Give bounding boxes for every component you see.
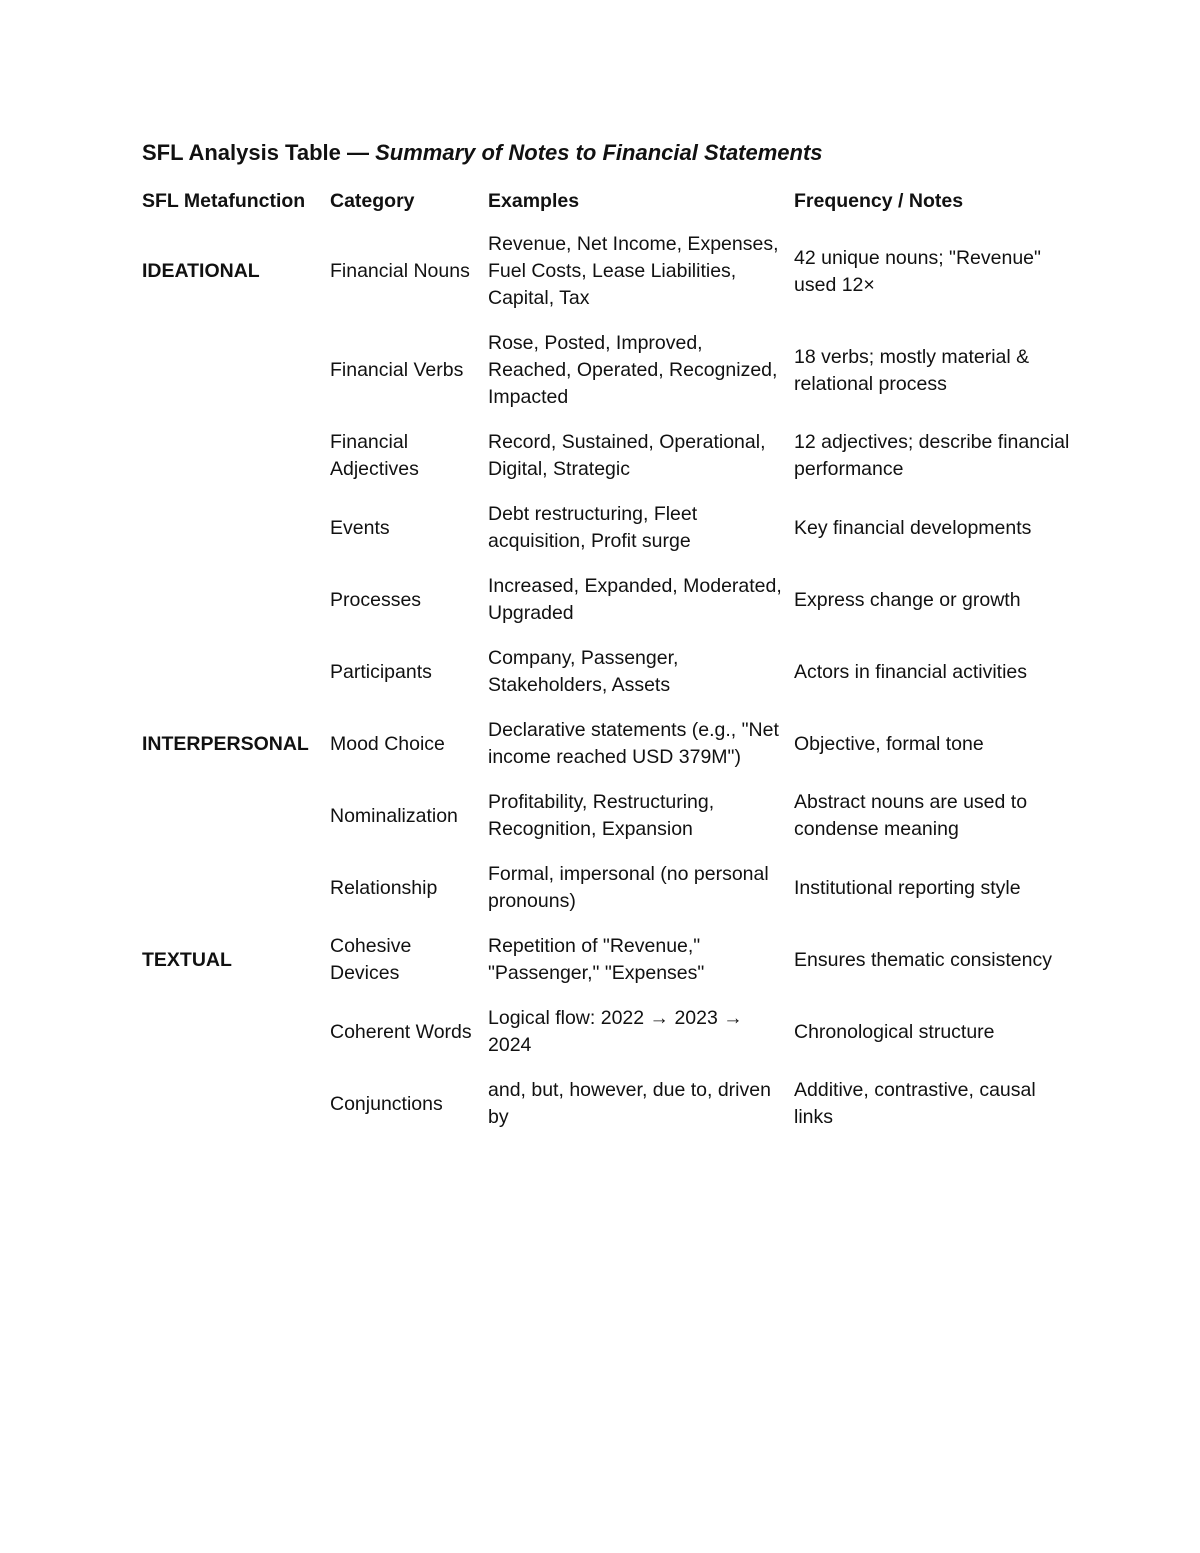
category-cell: Cohesive Devices: [330, 935, 412, 984]
metafunction-cell: [140, 573, 328, 645]
category-cell: Mood Choice: [330, 732, 445, 755]
notes-cell: 12 adjectives; describe financial performance: [794, 431, 1070, 480]
notes-cell: Ensures thematic consistency: [794, 948, 1052, 971]
metafunction-cell: [140, 1005, 328, 1077]
notes-cell: Chronological structure: [794, 1020, 995, 1043]
title-prefix: SFL Analysis Table —: [142, 140, 376, 165]
notes-cell: Abstract nouns are used to condense meaning: [794, 791, 1028, 840]
notes-cell: Institutional reporting style: [794, 876, 1021, 899]
table-row: [140, 1077, 1082, 1149]
table-row: [140, 573, 1082, 645]
metafunction-cell: [140, 861, 328, 933]
table-row: [140, 933, 1082, 1005]
title-subtitle: Summary of Notes to Financial Statements: [375, 140, 823, 165]
table-row: [140, 231, 1082, 330]
examples-cell: Formal, impersonal (no personal pronouns): [488, 863, 769, 912]
header-examples: Examples: [488, 190, 580, 212]
category-cell: Participants: [330, 660, 432, 683]
metafunction-cell: INTERPERSONAL: [142, 732, 309, 755]
table-row: [140, 1005, 1082, 1077]
examples-cell: Repetition of "Revenue," "Passenger," "Expenses": [488, 935, 705, 984]
header-notes: Frequency / Notes: [794, 190, 964, 212]
examples-cell: and, but, however, due to, driven by: [488, 1079, 771, 1128]
notes-cell: Objective, formal tone: [794, 732, 984, 755]
category-cell: Coherent Words: [330, 1020, 472, 1043]
header-category: Category: [330, 190, 415, 212]
header-metafunction: SFL Metafunction: [142, 190, 306, 212]
notes-cell: 42 unique nouns; "Revenue" used 12×: [794, 246, 1041, 296]
examples-cell: Logical flow: 2022 → 2023 → 2024: [488, 1007, 743, 1056]
table-row: [140, 645, 1082, 717]
examples-cell: Declarative statements (e.g., "Net income reached USD 379M"): [488, 719, 779, 768]
examples-cell: Record, Sustained, Operational, Digital, Strategic: [488, 431, 766, 480]
table-header-row: [140, 186, 1082, 231]
table-row: [140, 330, 1082, 429]
table-row: [140, 429, 1082, 501]
category-cell: Financial Nouns: [330, 260, 470, 282]
metafunction-cell: [140, 429, 328, 501]
metafunction-cell: [140, 330, 328, 429]
notes-cell: 18 verbs; mostly material & relational process: [794, 345, 1030, 395]
sfl-analysis-table: [140, 186, 1082, 1149]
category-cell: Relationship: [330, 876, 438, 899]
table-row: [140, 717, 1082, 789]
category-cell: Conjunctions: [330, 1092, 443, 1115]
page-title: [142, 140, 823, 166]
metafunction-cell: TEXTUAL: [142, 948, 232, 971]
metafunction-cell: IDEATIONAL: [142, 260, 260, 282]
table-row: [140, 789, 1082, 861]
examples-cell: Rose, Posted, Improved, Reached, Operated, Recognized, Impacted: [488, 332, 778, 408]
examples-cell: Debt restructuring, Fleet acquisition, Profit surge: [488, 503, 698, 552]
notes-cell: Additive, contrastive, causal links: [794, 1079, 1036, 1128]
table-row: [140, 861, 1082, 933]
examples-cell: Company, Passenger, Stakeholders, Assets: [488, 647, 679, 696]
metafunction-cell: [140, 645, 328, 717]
examples-cell: Increased, Expanded, Moderated, Upgraded: [488, 575, 782, 624]
notes-cell: Express change or growth: [794, 588, 1021, 611]
table-row: [140, 501, 1082, 573]
notes-cell: Key financial developments: [794, 516, 1032, 539]
category-cell: Financial Verbs: [330, 359, 464, 381]
notes-cell: Actors in financial activities: [794, 660, 1028, 683]
category-cell: Nominalization: [330, 804, 458, 827]
examples-cell: Revenue, Net Income, Expenses, Fuel Costs, Lease Liabilities, Capital, Tax: [488, 233, 779, 309]
category-cell: Events: [330, 516, 390, 539]
examples-cell: Profitability, Restructuring, Recognition, Expansion: [488, 791, 715, 840]
category-cell: Financial Adjectives: [330, 431, 419, 480]
metafunction-cell: [140, 789, 328, 861]
metafunction-cell: [140, 501, 328, 573]
metafunction-cell: [140, 1077, 328, 1149]
category-cell: Processes: [330, 588, 422, 611]
